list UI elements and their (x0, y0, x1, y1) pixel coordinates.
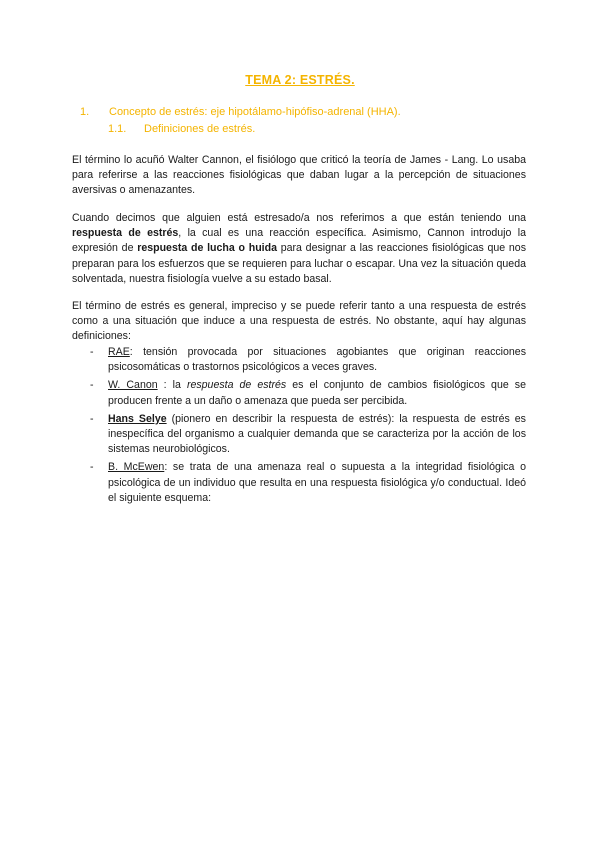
subsection-number: 1.1. (108, 123, 127, 135)
section-title: Concepto de estrés: eje hipotálamo-hipófiso-adrenal (HHA). (109, 106, 401, 118)
paragraph-cannon-origin: El término lo acuñó Walter Cannon, el fisiólogo que criticó la teoría de James - Lang. Lo usaba para referirse a las reacciones fisiológicas que daban lugar a la percepción de situaciones aversivas o amenazantes. (72, 154, 526, 197)
definition-text: es el conjunto de cambios fisiológicos que se producen frente a un daño o amenaza que pueda ser percibida. (108, 379, 526, 407)
list-bullet: - (90, 461, 94, 474)
definition-text: (pionero en describir la respuesta de estrés): la respuesta de estrés es inespecífica del organismo a cualquier demanda que se caracteriza por la acción de los sistemas neurobiológicos. (108, 412, 526, 456)
definitions-list (72, 345, 526, 509)
paragraph-text: Cuando decimos que alguien está estresado/a nos referimos a que están teniendo una (72, 212, 526, 224)
paragraph-stress-response (72, 211, 526, 287)
list-item (72, 460, 526, 506)
section-heading-1 (80, 106, 401, 118)
list-bullet: - (90, 379, 94, 392)
page-title: TEMA 2: ESTRÉS. (245, 73, 355, 87)
definition-source: Hans Selye (108, 412, 167, 425)
definition-text: : la (157, 379, 187, 392)
list-item (72, 378, 526, 408)
section-heading-1-1 (108, 123, 255, 135)
definition-source: B. McEwen (108, 461, 165, 474)
list-item (72, 412, 526, 458)
emphasis-fight-or-flight: respuesta de lucha o huida (137, 242, 277, 255)
list-bullet: - (90, 346, 94, 358)
section-number: 1. (80, 106, 90, 118)
emphasis-stress-response: respuesta de estrés (72, 227, 179, 240)
paragraph-definitions-intro: El término de estrés es general, impreciso y se puede referir tanto a una respuesta de estrés como a una situación que induce a una respuesta de estrés. No obstante, aquí hay algunas definiciones: (72, 300, 526, 343)
paragraph-text: para designar a las reacciones fisiológicas que nos preparan para los esfuerzos que se requieren para luchar o escapar. Una vez la situación queda solventada, nuestra fisiología vuelve a su estado basal. (72, 242, 526, 285)
definition-source: RAE (108, 346, 130, 358)
definition-text: : tensión provocada por situaciones agobiantes que originan reacciones psicosomáticas o trastornos psicológicos a veces graves. (108, 346, 526, 374)
list-bullet: - (90, 412, 94, 425)
definition-text: : se trata de una amenaza real o supuesta a la integridad fisiológica o psicológica de un individuo que resulta en una respuesta fisiológica y/o conductual. Ideó el siguiente esquema: (108, 461, 527, 504)
paragraph-text: , la cual es una reacción específica. Asimismo, Cannon introdujo la expresión de (72, 227, 526, 255)
subsection-title: Definiciones de estrés. (144, 123, 256, 135)
definition-italic-term: respuesta de estrés (186, 379, 287, 392)
list-item (72, 345, 526, 375)
definition-source: W. Canon (108, 379, 158, 392)
